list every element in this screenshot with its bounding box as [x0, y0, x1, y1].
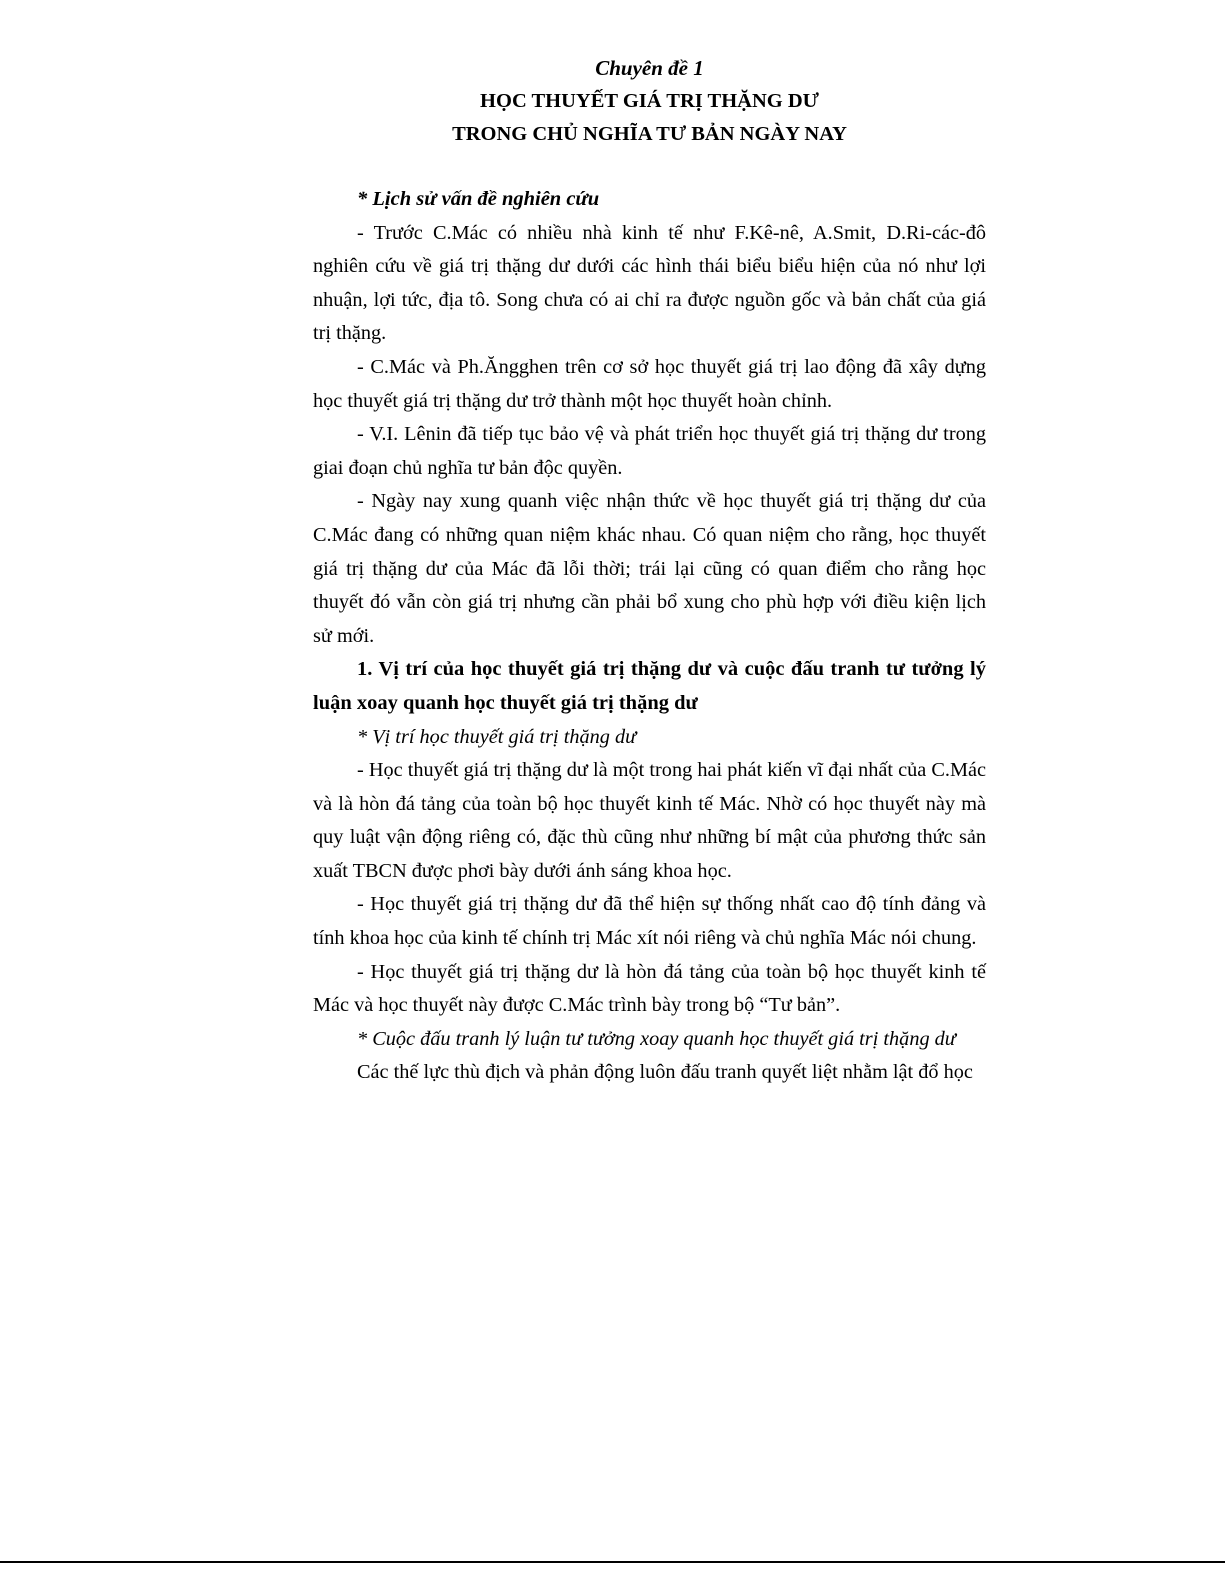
section-1-sub-1-heading: * Vị trí học thuyết giá trị thặng dư — [357, 725, 637, 748]
section-1-sub-1-paragraph-2: - Học thuyết giá trị thặng dư đã thể hiện sự thống nhất cao độ tính đảng và tính khoa học của kinh tế chính trị Mác xít nói riêng và chủ nghĩa Mác nói chung. — [313, 893, 986, 950]
section-1-sub-2-heading: * Cuộc đấu tranh lý luận tư tưởng xoay quanh học thuyết giá trị thặng dư — [357, 1027, 956, 1050]
intro-paragraph-2: - C.Mác và Ph.Ăngghen trên cơ sở học thuyết giá trị lao động đã xây dựng học thuyết giá trị thặng dư trở thành một học thuyết hoàn chỉnh. — [313, 355, 986, 412]
page-bottom-rule — [0, 1561, 1225, 1563]
title-spacer — [313, 151, 986, 183]
section-1-sub-2-paragraph-1: Các thế lực thù địch và phản động luôn đấu tranh quyết liệt nhằm lật đổ học — [357, 1061, 973, 1084]
intro-paragraph-3: - V.I. Lênin đã tiếp tục bảo vệ và phát triển học thuyết giá trị thặng dư trong giai đoạn chủ nghĩa tư bản độc quyền. — [313, 423, 986, 479]
intro-paragraph-1: - Trước C.Mác có nhiều nhà kinh tế như F.Kê-nê, A.Smit, D.Ri-các-đô nghiên cứu về giá trị thặng dư dưới các hình thái biểu biểu hiện của nó như lợi nhuận, lợi tức, địa tô. Song chưa có ai chỉ ra được nguồn gốc và bản chất của giá trị thặng. — [313, 221, 986, 345]
chapter-label: Chuyên đề 1 — [595, 56, 704, 80]
intro-paragraph-4: - Ngày nay xung quanh việc nhận thức về học thuyết giá trị thặng dư của C.Mác đang có những quan niệm khác nhau. Có quan niệm cho rằng, học thuyết giá trị thặng dư của Mác đã lỗi thời; trái lại cũng có quan điểm cho rằng học thuyết đó vẫn còn giá trị nhưng cần phải bổ xung cho phù hợp với điều kiện lịch sử mới. — [313, 490, 986, 647]
section-1-sub-1-paragraph-1: - Học thuyết giá trị thặng dư là một trong hai phát kiến vĩ đại nhất của C.Mác và là hòn đá tảng của toàn bộ học thuyết kinh tế Mác. Nhờ có học thuyết này mà quy luật vận động riêng có, đặc thù cũng như những bí mật của phương thức sản xuất TBCN được phơi bày dưới ánh sáng khoa học. — [313, 759, 986, 882]
document-title-line-2: TRONG CHỦ NGHĨA TƯ BẢN NGÀY NAY — [452, 123, 847, 145]
intro-heading: * Lịch sử vấn đề nghiên cứu — [357, 188, 600, 210]
section-1-heading: 1. Vị trí của học thuyết giá trị thặng dư và cuộc đấu tranh tư tưởng lý luận xoay quanh học thuyết giá trị thặng dư — [313, 658, 986, 714]
document-page — [313, 52, 986, 1090]
section-1-sub-1-paragraph-3: - Học thuyết giá trị thặng dư là hòn đá tảng của toàn bộ học thuyết kinh tế Mác và học thuyết này được C.Mác trình bày trong bộ “Tư bản”. — [313, 960, 986, 1017]
document-title-line-1: HỌC THUYẾT GIÁ TRỊ THẶNG DƯ — [480, 90, 819, 112]
